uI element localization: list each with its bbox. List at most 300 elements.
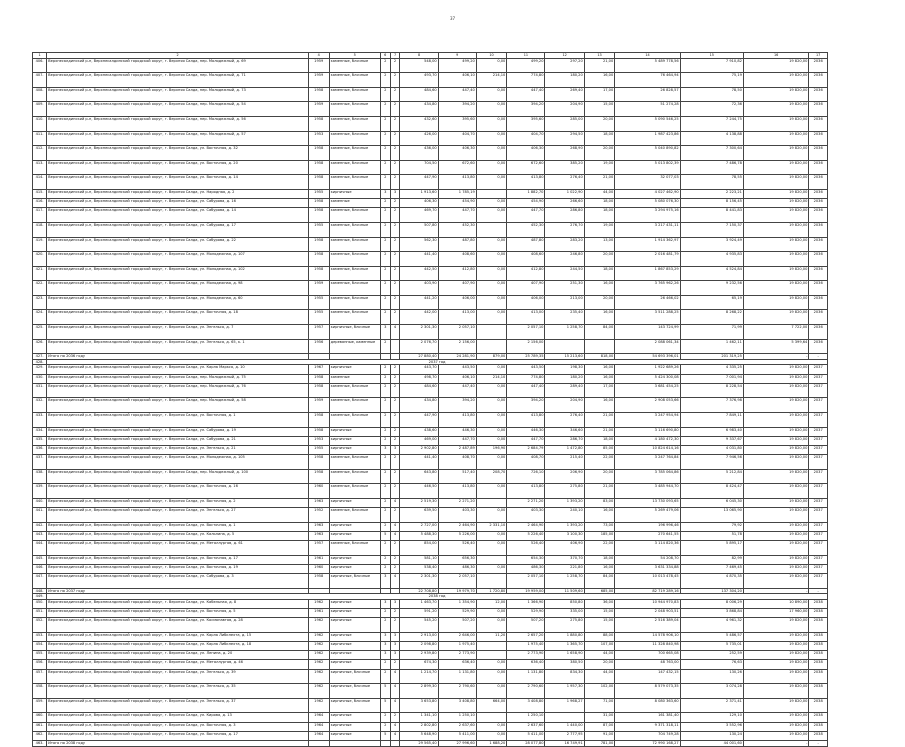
value-cell: 17 960,00 (743, 609, 808, 618)
value-cell: 3 (380, 445, 390, 454)
value-cell: 19 820,00 (743, 555, 808, 564)
value-cell: 180,20 (545, 73, 584, 88)
value-cell: 2 (380, 73, 390, 88)
value-cell: 1 987 423,86 (615, 131, 680, 146)
address-cell: Верхнесалдинский р-н, Верхнесалдинский городской округ, г. Верхняя Салда, пер. Молодежный, д. 58 (47, 398, 309, 413)
value-cell: каменные, блочные (329, 383, 380, 398)
value-cell: 0,00 (476, 398, 507, 413)
table-row (33, 73, 828, 88)
value-cell: каменные, блочные (329, 73, 380, 88)
value-cell: 83,00 (584, 498, 615, 507)
value-cell: 4 870,35 (680, 574, 743, 589)
address-cell: Верхнесалдинский р-н, Верхнесалдинский городской округ, г. Верхняя Салда, ул. Сабурова, д. 14 (47, 208, 309, 223)
value-cell: 469,00 (400, 436, 438, 445)
value-cell: 420. (33, 252, 47, 267)
value-cell: 507,80 (400, 222, 438, 237)
value-cell: 1962 (308, 684, 329, 699)
value-cell: 51,78 (680, 531, 743, 540)
value-cell: 21,00 (584, 427, 615, 436)
value-cell: 8 268,22 (680, 310, 743, 325)
address-cell: Верхнесалдинский р-н, Верхнесалдинский городской округ, г. Верхняя Салда, ул. Сабурова, д. 21 (47, 436, 309, 445)
table-row (33, 651, 828, 660)
value-cell: кирпичные (329, 522, 380, 531)
value-cell: 3 (380, 651, 390, 660)
value-cell: 44,00 (584, 669, 615, 684)
value-cell: 285,00 (545, 116, 584, 131)
value-cell: 487,80 (507, 237, 545, 252)
table-row (33, 189, 828, 198)
value-cell: 415. (33, 189, 47, 198)
value-cell: 2 301,30 (400, 325, 438, 340)
value-cell: 2038 (809, 642, 828, 651)
value-cell: 0,00 (476, 266, 507, 281)
value-cell: 19 820,00 (743, 199, 808, 208)
table-row (33, 222, 828, 237)
value-cell: 2 (390, 266, 400, 281)
value-cell: 1 913,60 (400, 189, 438, 198)
value-cell: 1 957,30 (545, 684, 584, 699)
value-cell: 5 411,00 (438, 731, 476, 740)
value-cell: каменные, блочные (329, 508, 380, 523)
value-cell: 413,80 (438, 484, 476, 499)
value-cell: 7 722,00 (743, 325, 808, 340)
value-cell (308, 740, 329, 746)
value-cell: 65,19 (680, 295, 743, 310)
value-cell: 72 990 168,27 (615, 740, 680, 746)
value-cell: 437. (33, 455, 47, 470)
value-cell: 1956 (308, 339, 329, 354)
header-number-cell: 4 (308, 53, 329, 59)
value-cell: 2 637,60 (438, 722, 476, 731)
value-cell: 406,30 (507, 146, 545, 161)
value-cell: 412,80 (438, 266, 476, 281)
value-cell: 411. (33, 131, 47, 146)
value-cell: 2 (380, 208, 390, 223)
value-cell: 8 441,83 (680, 208, 743, 223)
value-cell: кирпичные (329, 436, 380, 445)
header-number-cell: 6 (380, 53, 390, 59)
value-cell: 5 090 546,25 (615, 116, 680, 131)
value-cell: 20,00 (584, 146, 615, 161)
value-cell: 2 (380, 522, 390, 531)
value-cell: 774,80 (507, 374, 545, 383)
value-cell: 335,00 (545, 609, 584, 618)
value-cell: 0,00 (476, 237, 507, 252)
value-cell: 462. (33, 731, 47, 740)
address-cell: Верхнесалдинский р-н, Верхнесалдинский городской округ, г. Верхняя Салда, ул. Энгельса, д. 39 (47, 669, 309, 684)
value-cell: 4 (390, 531, 400, 540)
value-cell: 1953 (308, 436, 329, 445)
value-cell: 0,00 (476, 455, 507, 470)
value-cell: 2036 (809, 252, 828, 267)
value-cell (584, 339, 615, 354)
value-cell: 0,00 (476, 383, 507, 398)
value-cell: 1 440,00 (545, 722, 584, 731)
value-cell: 412,80 (507, 266, 545, 281)
value-cell: 408,60 (438, 252, 476, 267)
address-cell: Верхнесалдинский р-н, Верхнесалдинский городской округ, г. Верхняя Салда, ул. Восточная, д. 1 (47, 413, 309, 428)
value-cell: 2 (380, 722, 390, 731)
value-cell: 441,40 (400, 455, 438, 470)
value-cell: 20,00 (584, 295, 615, 310)
value-cell: 774,80 (507, 73, 545, 88)
value-cell: каменные, блочные (329, 208, 380, 223)
value-cell: каменные, блочные (329, 87, 380, 102)
table-row (33, 365, 828, 374)
value-cell: 2038 (809, 684, 828, 699)
value-cell: 2 (390, 469, 400, 484)
value-cell: 407,90 (507, 281, 545, 296)
value-cell: 2 271,20 (507, 498, 545, 507)
value-cell: 19 820,00 (743, 237, 808, 252)
value-cell: 283,20 (545, 237, 584, 252)
value-cell: 421. (33, 266, 47, 281)
value-cell: 2 (380, 58, 390, 73)
value-cell: каменные, блочные (329, 281, 380, 296)
value-cell (476, 339, 507, 354)
value-cell: 441,20 (400, 295, 438, 310)
value-cell: 2 (380, 455, 390, 470)
table-row (33, 722, 828, 731)
value-cell: 7 910,82 (680, 58, 743, 73)
value-cell: 3 (380, 325, 390, 340)
value-cell: 5 488,30 (400, 531, 438, 540)
value-cell: 4 935,83 (680, 252, 743, 267)
value-cell: 447. (33, 574, 47, 589)
value-cell: 5 013 802,39 (615, 160, 680, 175)
value-cell: 2 646,00 (438, 632, 476, 641)
table-row (33, 731, 828, 740)
header-number-cell: 15 (680, 53, 743, 59)
value-cell: 0,00 (476, 102, 507, 117)
value-cell: 1 022,90 (545, 189, 584, 198)
value-cell (476, 651, 507, 660)
value-cell: 2036 (809, 146, 828, 161)
value-cell: 266,60 (545, 199, 584, 208)
value-cell: 19 820,00 (743, 189, 808, 198)
value-cell: 3 (380, 632, 390, 641)
value-cell: 19 820,00 (743, 632, 808, 641)
value-cell: 486,30 (438, 564, 476, 573)
value-cell: 2038 (809, 722, 828, 731)
table-row (33, 208, 828, 223)
value-cell: 2038 (809, 599, 828, 608)
value-cell: 19 820,00 (743, 564, 808, 573)
value-cell: 3 (390, 189, 400, 198)
address-cell: Верхнесалдинский р-н, Верхнесалдинский городской округ, г. Верхняя Салда, ул. Восточная, д. 17 (47, 555, 309, 564)
value-cell: 2 727,00 (400, 522, 438, 531)
value-cell: 394,20 (507, 398, 545, 413)
value-cell: 19 820,00 (743, 427, 808, 436)
value-cell: 700 665,08 (615, 651, 680, 660)
value-cell: 5 226,00 (438, 531, 476, 540)
address-cell: Верхнесалдинский р-н, Верхнесалдинский городской округ, г. Верхняя Салда, ул. Сабурова, д. 16 (47, 199, 309, 208)
value-cell: 2 (390, 609, 400, 618)
value-cell: 2 777,95 (545, 731, 584, 740)
value-cell: 19 820,00 (743, 266, 808, 281)
table-row (33, 642, 828, 651)
value-cell: 13,00 (584, 237, 615, 252)
value-cell: 2 (390, 555, 400, 564)
value-cell: каменные, блочные (329, 252, 380, 267)
value-cell: кирпичные (329, 632, 380, 641)
address-cell: Верхнесалдинский р-н, Верхнесалдинский городской округ, г. Верхняя Салда, ул. Энгельса, д. 65, к. 1 (47, 339, 309, 354)
value-cell: 2037 (809, 455, 828, 470)
value-cell: 19 820,00 (743, 295, 808, 310)
value-cell: 16,00 (584, 374, 615, 383)
value-cell: 346,60 (545, 427, 584, 436)
value-cell: 5 269 479,06 (615, 508, 680, 523)
address-cell: Верхнесалдинский р-н, Верхнесалдинский городской округ, г. Верхняя Салда, ул. Народная, д. 2 (47, 189, 309, 198)
value-cell: 54 693 396,01 (615, 354, 680, 360)
value-cell: каменные, блочные (329, 541, 380, 556)
value-cell: 1955 (308, 445, 329, 454)
value-cell: 413,80 (507, 484, 545, 499)
value-cell: 432. (33, 398, 47, 413)
value-cell: 1959 (308, 58, 329, 73)
value-cell: 82 719 289,16 (615, 588, 680, 594)
value-cell: 19,00 (584, 222, 615, 237)
address-cell: Верхнесалдинский р-н, Верхнесалдинский городской округ, г. Верхняя Салда, ул. Молодежная, д. 105 (47, 455, 309, 470)
value-cell: 8 006,29 (680, 599, 743, 608)
table-row (33, 660, 828, 669)
value-cell: 672,60 (507, 160, 545, 175)
value-cell: 408. (33, 87, 47, 102)
value-cell: 427. (33, 354, 47, 360)
value-cell: 78,55 (680, 175, 743, 190)
value-cell (476, 325, 507, 340)
table-row (33, 160, 828, 175)
value-cell: 2038 (809, 731, 828, 740)
value-cell: 19 820,00 (743, 160, 808, 175)
value-cell: 19 820,00 (743, 281, 808, 296)
value-cell: 426,00 (400, 131, 438, 146)
value-cell: 19 820,00 (743, 713, 808, 722)
value-cell: 2 684,79 (507, 445, 545, 454)
value-cell: 4 (390, 325, 400, 340)
value-cell: 13 065,90 (680, 508, 743, 523)
value-cell: 276,70 (545, 222, 584, 237)
value-cell: 221,80 (545, 564, 584, 573)
value-cell: 2037 (809, 398, 828, 413)
value-cell (545, 713, 584, 722)
value-cell: 664,00 (476, 698, 507, 713)
value-cell: 2 (380, 484, 390, 499)
value-cell: 1 463,70 (400, 599, 438, 608)
value-cell: 672,60 (438, 160, 476, 175)
value-cell: 2036 (809, 160, 828, 175)
value-cell: 297,20 (545, 58, 584, 73)
table-row (33, 713, 828, 722)
address-cell: Верхнесалдинский р-н, Верхнесалдинский городской округ, г. Верхняя Салда, ул. Сабурова, д. 22 (47, 237, 309, 252)
address-cell: Верхнесалдинский р-н, Верхнесалдинский городской округ, г. Верхняя Салда, ул. Карла Маркса, д. 10 (47, 365, 309, 374)
value-cell: 11,20 (476, 632, 507, 641)
value-cell: каменные, блочные (329, 310, 380, 325)
value-cell: 19 820,00 (743, 531, 808, 540)
value-cell: 442,00 (400, 310, 438, 325)
value-cell: 2 (380, 339, 390, 354)
value-cell: 2 (390, 508, 400, 523)
value-cell: 3 247 764,84 (615, 455, 680, 470)
value-cell: 2 790,60 (438, 684, 476, 699)
header-number-cell: 5 (329, 53, 380, 59)
value-cell: 27 880,40 (400, 354, 438, 360)
value-cell: 2037 (809, 469, 828, 484)
value-cell: 2 (380, 413, 390, 428)
value-cell: 499,20 (438, 58, 476, 73)
value-cell: 19 820,00 (743, 698, 808, 713)
value-cell: 2 (390, 160, 400, 175)
value-cell: 517,40 (438, 469, 476, 484)
table-row (33, 199, 828, 208)
value-cell: 2 790,60 (507, 684, 545, 699)
address-cell: Верхнесалдинский р-н, Верхнесалдинский городской округ, г. Верхняя Салда, ул. Кальнина, д. 5 (47, 531, 309, 540)
value-cell: 2 (390, 660, 400, 669)
value-cell: 88,00 (584, 632, 615, 641)
value-cell: каменные, блочные (329, 116, 380, 131)
address-cell: Верхнесалдинский р-н, Верхнесалдинский городской округ, г. Верхняя Салда, ул. Восточная, д. 5 (47, 609, 309, 618)
address-cell: Верхнесалдинский р-н, Верхнесалдинский городской округ, г. Верхняя Салда, ул. Сабурова, д. 3 (47, 574, 309, 589)
address-cell: Верхнесалдинский р-н, Верхнесалдинский городской округ, г. Верхняя Салда, ул. Восточная, д. 20 (47, 160, 309, 175)
value-cell: 2 (390, 295, 400, 310)
table-row (33, 374, 828, 383)
value-cell: 447,70 (507, 208, 545, 223)
value-cell: 9 337,67 (680, 436, 743, 445)
value-cell: 44,00 (584, 651, 615, 660)
table-row (33, 102, 828, 117)
value-cell: 19 820,00 (743, 484, 808, 499)
value-cell: 5 489 778,56 (615, 58, 680, 73)
value-cell: 1 250,10 (438, 713, 476, 722)
address-cell: Верхнесалдинский р-н, Верхнесалдинский городской округ, г. Верхняя Салда, ул. Кабельная, д. 8 (47, 599, 309, 608)
value-cell: 19 820,00 (743, 436, 808, 445)
value-cell: 1959 (308, 102, 329, 117)
value-cell: 426. (33, 339, 47, 354)
value-cell: 446,30 (507, 427, 545, 436)
value-cell: 3 217 431,11 (615, 222, 680, 237)
value-cell: 2037 (809, 564, 828, 573)
value-cell: 3 074,28 (680, 684, 743, 699)
address-cell: Верхнесалдинский р-н, Верхнесалдинский городской округ, г. Верхняя Салда, ул. Сабурова, д. 19 (47, 427, 309, 436)
value-cell: 1 975,40 (507, 642, 545, 651)
value-cell: 2 (380, 660, 390, 669)
value-cell: 395,60 (507, 116, 545, 131)
table-row (33, 252, 828, 267)
value-cell: каменные, блочные (329, 58, 380, 73)
table-row (33, 498, 828, 507)
value-cell: 380,50 (545, 660, 584, 669)
value-cell: 2 637,60 (507, 722, 545, 731)
value-cell: 2036 (809, 102, 828, 117)
value-cell: 19 820,00 (743, 508, 808, 523)
value-cell: 2 098,80 (400, 642, 438, 651)
value-cell: 2 331,10 (476, 522, 507, 531)
value-cell: 1962 (308, 599, 329, 608)
value-cell: 19,00 (584, 160, 615, 175)
value-cell: 2 (390, 713, 400, 722)
value-cell: каменные (329, 374, 380, 383)
value-cell: 18,00 (584, 266, 615, 281)
value-cell: 639,50 (400, 508, 438, 523)
value-cell: 2037 (809, 445, 828, 454)
value-cell: 406,10 (438, 73, 476, 88)
address-cell: Верхнесалдинский р-н, Верхнесалдинский городской округ, г. Верхняя Салда, ул. Молодежная, д. 102 (47, 266, 309, 281)
value-cell: 2 (380, 310, 390, 325)
total-label: Итого по 2038 году (47, 740, 309, 746)
value-cell: 0,00 (476, 208, 507, 223)
value-cell: 2037 (809, 531, 828, 540)
value-cell: 0,00 (476, 281, 507, 296)
value-cell: 456. (33, 660, 47, 669)
address-cell: Верхнесалдинский р-н, Верхнесалдинский городской округ, г. Верхняя Салда, пер. Молодежный, д. 57 (47, 131, 309, 146)
value-cell: 20,00 (584, 469, 615, 484)
table-row (33, 295, 828, 310)
value-cell: 71,00 (584, 698, 615, 713)
value-cell: 19 820,00 (743, 398, 808, 413)
value-cell: 84,00 (584, 325, 615, 340)
value-cell: 2 (390, 310, 400, 325)
value-cell: 1958 (308, 208, 329, 223)
value-cell: 2 057,10 (507, 325, 545, 340)
value-cell: каменные, блочные (329, 131, 380, 146)
value-cell: 1 354,90 (438, 599, 476, 608)
value-cell: кирпичные, блочные (329, 574, 380, 589)
value-cell: 1960 (308, 564, 329, 573)
value-cell: 2 (380, 199, 390, 208)
value-cell: 213,00 (545, 295, 584, 310)
value-cell: 3 408,80 (438, 698, 476, 713)
value-cell: 447,40 (507, 87, 545, 102)
value-cell: 447,40 (438, 87, 476, 102)
value-cell: 2 657,20 (507, 632, 545, 641)
value-cell: 2 (390, 116, 400, 131)
value-cell: 394,20 (438, 398, 476, 413)
value-cell: 75,19 (680, 73, 743, 88)
value-cell: 1 393,20 (545, 522, 584, 531)
value-cell: 460. (33, 713, 47, 722)
value-cell: 2036 (809, 116, 828, 131)
value-cell: 286,80 (545, 208, 584, 223)
value-cell: 2036 (809, 237, 828, 252)
value-cell: 2036 (809, 339, 828, 354)
value-cell: 19 820,00 (743, 58, 808, 73)
value-cell: 2 (390, 374, 400, 383)
value-cell: 7 849,11 (680, 413, 743, 428)
value-cell: 3 (390, 599, 400, 608)
header-number-cell: 7 (390, 53, 400, 59)
value-cell: каменные, блочные (329, 102, 380, 117)
value-cell: 82,99 (680, 555, 743, 564)
value-cell: 486,30 (507, 564, 545, 573)
value-cell: 452,30 (438, 222, 476, 237)
value-cell: 431. (33, 383, 47, 398)
value-cell: 240,10 (545, 508, 584, 523)
value-cell: 18,00 (584, 131, 615, 146)
value-cell: 1959 (308, 73, 329, 88)
value-cell: 10 824 614,16 (615, 445, 680, 454)
value-cell: 562,30 (400, 237, 438, 252)
value-cell: 2037 (809, 374, 828, 383)
value-cell: 4 961,32 (680, 618, 743, 633)
value-cell: 412. (33, 146, 47, 161)
value-cell: 3 (380, 642, 390, 651)
value-cell: 2 (380, 160, 390, 175)
value-cell: 289,40 (545, 383, 584, 398)
value-cell: 2 (390, 222, 400, 237)
value-cell: 469,70 (400, 208, 438, 223)
value-cell: 19 820,00 (743, 131, 808, 146)
address-cell: Верхнесалдинский р-н, Верхнесалдинский городской округ, г. Верхняя Салда, пер. Молодежный, д. 56 (47, 116, 309, 131)
